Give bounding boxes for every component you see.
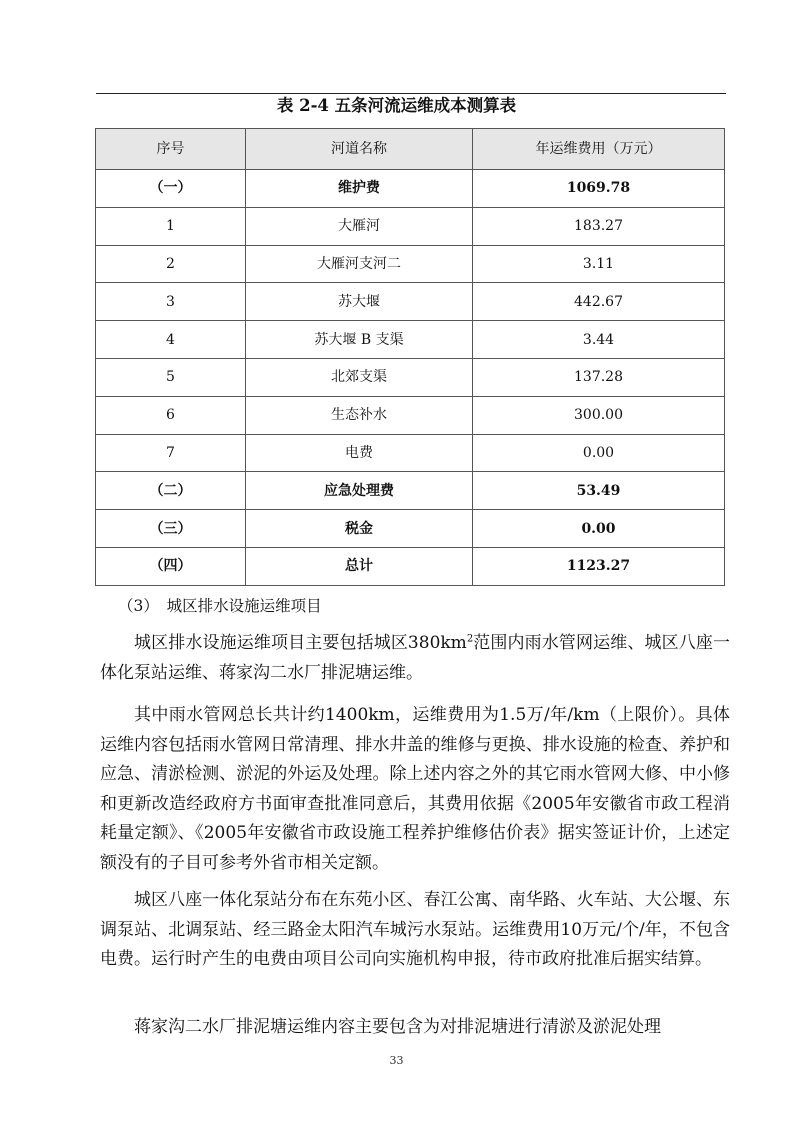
table-row	[96, 207, 725, 245]
table-row	[96, 396, 725, 434]
cell-cost: 53.49	[473, 472, 725, 510]
cell-cost: 300.00	[473, 396, 725, 434]
cell-river-name: 应急处理费	[246, 472, 473, 510]
table-row	[96, 434, 725, 472]
cell-river-name: 电费	[246, 434, 473, 472]
cell-river-name: 苏大堰	[246, 283, 473, 321]
section-heading: （3） 城区排水设施运维项目	[118, 597, 322, 615]
cell-river-name: 大雁河支河二	[246, 245, 473, 283]
header-no: 序号	[96, 129, 246, 170]
table-row	[96, 358, 725, 396]
cell-river-name: 苏大堰 B 支渠	[246, 321, 473, 359]
table-row	[96, 321, 725, 359]
header-name: 河道名称	[246, 129, 473, 170]
cell-no: 3	[96, 283, 246, 321]
paragraph-1	[100, 629, 730, 688]
cell-no: （三）	[96, 510, 246, 548]
cost-table	[95, 128, 725, 586]
table-row	[96, 472, 725, 510]
cell-cost: 183.27	[473, 207, 725, 245]
table-row	[96, 547, 725, 585]
cell-cost: 0.00	[473, 510, 725, 548]
paragraph-4: 蒋家沟二水厂排泥塘运维内容主要包含为对排泥塘进行清淤及淤泥处理	[134, 1017, 661, 1037]
cell-river-name: 维护费	[246, 170, 473, 208]
paragraph-1-text-a: 城区排水设施运维项目主要包括城区380km	[134, 633, 467, 653]
cell-no: （一）	[96, 170, 246, 208]
cell-cost: 137.28	[473, 358, 725, 396]
table-row	[96, 245, 725, 283]
cell-river-name: 北郊支渠	[246, 358, 473, 396]
page-number: 33	[389, 1054, 404, 1067]
paragraph-2: 其中雨水管网总长共计约1400km，运维费用为1.5万/年/km（上限价）。具体运维内容包括雨水管网日常清理、排水井盖的维修与更换、排水设施的检查、养护和应急、清淤检测、淤泥的外运及处理。除上述内容之外的其它雨水管网大修、中小修和更新改造经政府方书面审查批准同意后，其费用依据《2005年安徽省市政工程消耗量定额》、《2005年安徽省市政设施工程养护维修估价表》据实签证计价，上述定额没有的子目可参考外省市相关定额。	[100, 705, 730, 873]
cell-no: （四）	[96, 547, 246, 585]
table-row	[96, 510, 725, 548]
paragraph-1-text-b: 范围内雨水管网运维、城区八座一体化泵站运维、蒋家沟二水厂排泥塘运维。	[100, 633, 731, 683]
cell-cost: 1123.27	[473, 547, 725, 585]
cell-no: 2	[96, 245, 246, 283]
cell-cost: 1069.78	[473, 170, 725, 208]
superscript-2: 2	[466, 633, 474, 645]
cell-no: 1	[96, 207, 246, 245]
table-title: 表 2-4 五条河流运维成本测算表	[276, 96, 517, 115]
cell-river-name: 总计	[246, 547, 473, 585]
cell-cost: 3.44	[473, 321, 725, 359]
cell-no: 5	[96, 358, 246, 396]
cell-river-name: 税金	[246, 510, 473, 548]
cell-no: 6	[96, 396, 246, 434]
header-cost: 年运维费用（万元）	[473, 129, 725, 170]
cell-cost: 0.00	[473, 434, 725, 472]
table-body	[96, 170, 725, 586]
table-row	[96, 170, 725, 208]
cell-cost: 3.11	[473, 245, 725, 283]
table-row	[96, 283, 725, 321]
cell-no: 7	[96, 434, 246, 472]
paragraph-3: 城区八座一体化泵站分布在东苑小区、春江公寓、南华路、火车站、大公堰、东调泵站、北调泵站、经三路金太阳汽车城污水泵站。运维费用10万元/个/年，不包含电费。运行时产生的电费由项目公司向实施机构申报，待市政府批准后据实结算。	[100, 890, 730, 969]
cell-river-name: 大雁河	[246, 207, 473, 245]
table-header-row	[96, 129, 725, 170]
cell-no: （二）	[96, 472, 246, 510]
cell-cost: 442.67	[473, 283, 725, 321]
cell-no: 4	[96, 321, 246, 359]
cell-river-name: 生态补水	[246, 396, 473, 434]
